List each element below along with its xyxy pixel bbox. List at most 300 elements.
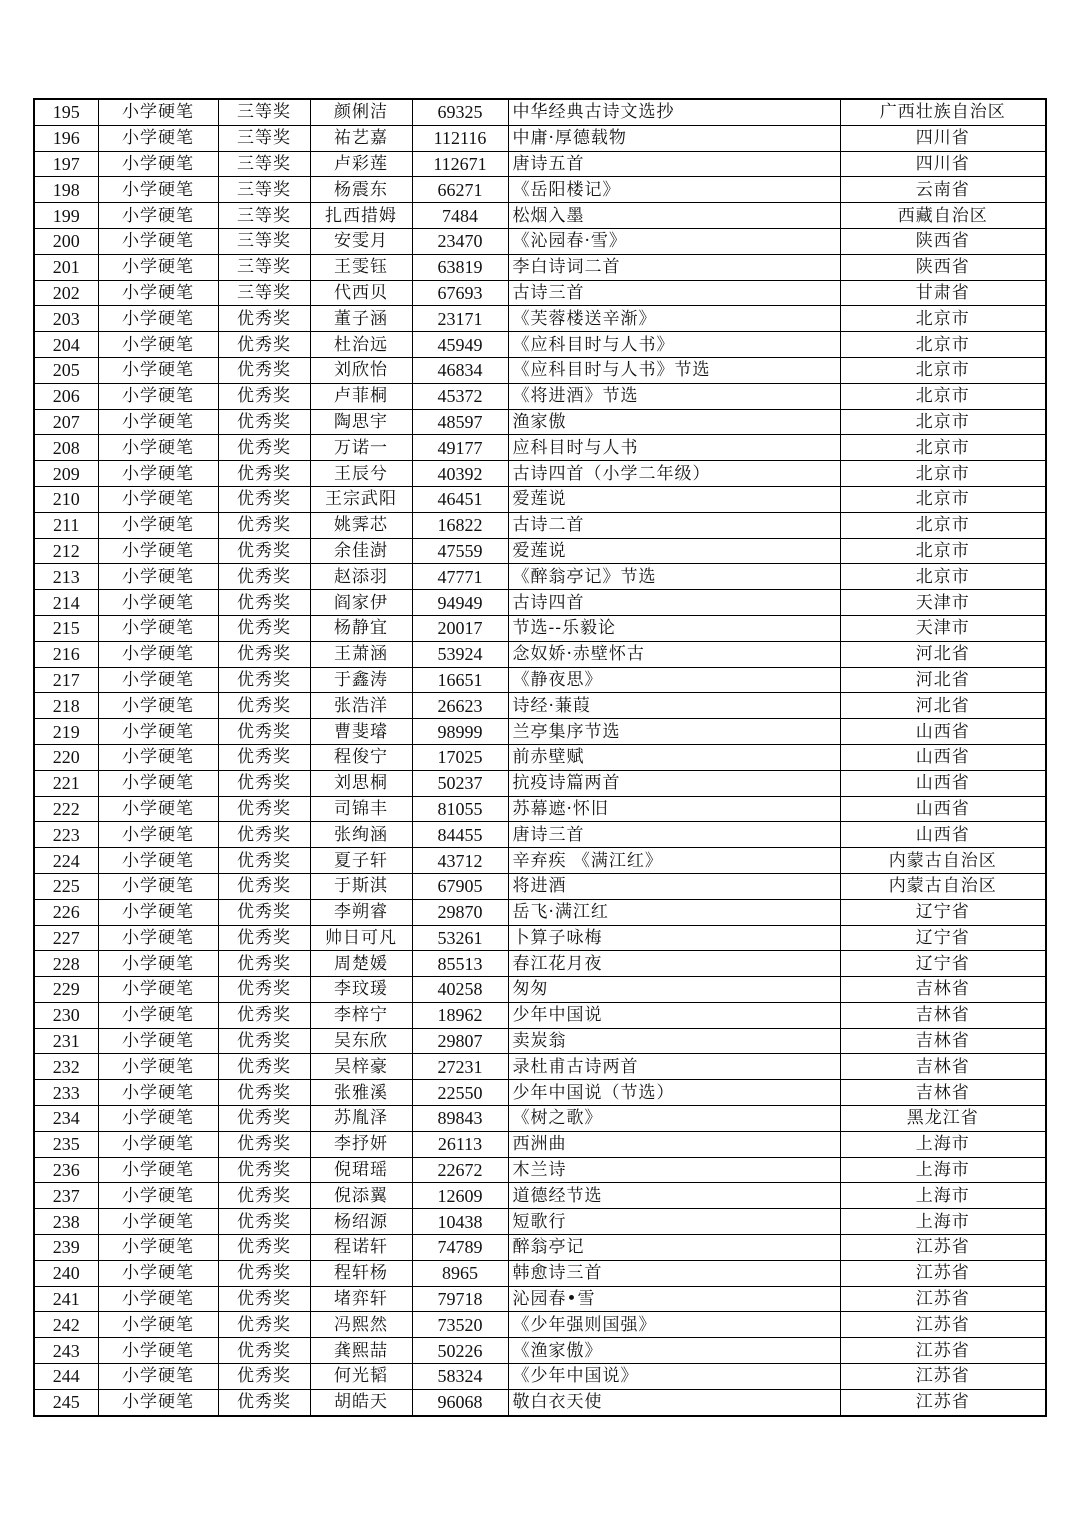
table-row [34, 719, 1046, 745]
award-level-cell: 优秀奖 [218, 512, 310, 538]
category-cell: 小学硬笔 [98, 693, 218, 719]
province-cell: 陕西省 [840, 228, 1046, 254]
entrant-name-cell: 杨静宜 [310, 615, 412, 641]
province-cell: 甘肃省 [840, 280, 1046, 306]
work-title-cell: 古诗四首 [508, 590, 840, 616]
entry-code-cell: 53261 [412, 925, 508, 951]
category-cell: 小学硬笔 [98, 125, 218, 151]
award-level-cell: 优秀奖 [218, 590, 310, 616]
award-level-cell: 优秀奖 [218, 1235, 310, 1261]
category-cell: 小学硬笔 [98, 1260, 218, 1286]
province-cell: 北京市 [840, 538, 1046, 564]
entry-code-cell: 29870 [412, 899, 508, 925]
category-cell: 小学硬笔 [98, 332, 218, 358]
award-level-cell: 优秀奖 [218, 667, 310, 693]
table-row [34, 512, 1046, 538]
table-row [34, 822, 1046, 848]
work-title-cell: 李白诗词二首 [508, 254, 840, 280]
table-row [34, 1312, 1046, 1338]
award-level-cell: 优秀奖 [218, 1364, 310, 1390]
entry-code-cell: 43712 [412, 848, 508, 874]
province-cell: 辽宁省 [840, 899, 1046, 925]
work-title-cell: 道德经节选 [508, 1183, 840, 1209]
entry-code-cell: 12609 [412, 1183, 508, 1209]
entry-code-cell: 74789 [412, 1235, 508, 1261]
province-cell: 黑龙江省 [840, 1106, 1046, 1132]
entrant-name-cell: 倪添翼 [310, 1183, 412, 1209]
province-cell: 四川省 [840, 151, 1046, 177]
entrant-name-cell: 王萧涵 [310, 641, 412, 667]
province-cell: 上海市 [840, 1209, 1046, 1235]
work-title-cell: 韩愈诗三首 [508, 1260, 840, 1286]
entrant-name-cell: 杨绍源 [310, 1209, 412, 1235]
work-title-cell: 爱莲说 [508, 486, 840, 512]
entry-code-cell: 47771 [412, 564, 508, 590]
category-cell: 小学硬笔 [98, 1131, 218, 1157]
province-cell: 陕西省 [840, 254, 1046, 280]
entrant-name-cell: 代西贝 [310, 280, 412, 306]
work-title-cell: 《应科目时与人书》节选 [508, 357, 840, 383]
table-row [34, 1209, 1046, 1235]
category-cell: 小学硬笔 [98, 925, 218, 951]
award-level-cell: 优秀奖 [218, 1080, 310, 1106]
award-level-cell: 优秀奖 [218, 538, 310, 564]
category-cell: 小学硬笔 [98, 641, 218, 667]
table-row [34, 1364, 1046, 1390]
serial-number-cell: 238 [34, 1209, 98, 1235]
entrant-name-cell: 程诺轩 [310, 1235, 412, 1261]
work-title-cell: 短歌行 [508, 1209, 840, 1235]
category-cell: 小学硬笔 [98, 848, 218, 874]
entrant-name-cell: 卢菲桐 [310, 383, 412, 409]
award-level-cell: 优秀奖 [218, 409, 310, 435]
entry-code-cell: 20017 [412, 615, 508, 641]
work-title-cell: 诗经·蒹葭 [508, 693, 840, 719]
award-level-cell: 优秀奖 [218, 383, 310, 409]
entry-code-cell: 23171 [412, 306, 508, 332]
category-cell: 小学硬笔 [98, 822, 218, 848]
serial-number-cell: 236 [34, 1157, 98, 1183]
entry-code-cell: 67905 [412, 873, 508, 899]
category-cell: 小学硬笔 [98, 1157, 218, 1183]
serial-number-cell: 239 [34, 1235, 98, 1261]
table-row [34, 951, 1046, 977]
category-cell: 小学硬笔 [98, 1002, 218, 1028]
work-title-cell: 《芙蓉楼送辛渐》 [508, 306, 840, 332]
category-cell: 小学硬笔 [98, 383, 218, 409]
table-row [34, 1338, 1046, 1364]
category-cell: 小学硬笔 [98, 203, 218, 229]
serial-number-cell: 229 [34, 977, 98, 1003]
entry-code-cell: 49177 [412, 435, 508, 461]
province-cell: 上海市 [840, 1183, 1046, 1209]
serial-number-cell: 245 [34, 1389, 98, 1415]
award-level-cell: 三等奖 [218, 125, 310, 151]
serial-number-cell: 198 [34, 177, 98, 203]
serial-number-cell: 196 [34, 125, 98, 151]
category-cell: 小学硬笔 [98, 977, 218, 1003]
province-cell: 吉林省 [840, 1002, 1046, 1028]
table-row [34, 1389, 1046, 1415]
province-cell: 山西省 [840, 744, 1046, 770]
province-cell: 北京市 [840, 512, 1046, 538]
serial-number-cell: 241 [34, 1286, 98, 1312]
province-cell: 吉林省 [840, 1080, 1046, 1106]
province-cell: 云南省 [840, 177, 1046, 203]
table-row [34, 125, 1046, 151]
category-cell: 小学硬笔 [98, 1364, 218, 1390]
table-row [34, 977, 1046, 1003]
entrant-name-cell: 张浩洋 [310, 693, 412, 719]
award-level-cell: 三等奖 [218, 254, 310, 280]
entry-code-cell: 26113 [412, 1131, 508, 1157]
table-row [34, 1080, 1046, 1106]
serial-number-cell: 221 [34, 770, 98, 796]
entrant-name-cell: 董子涵 [310, 306, 412, 332]
category-cell: 小学硬笔 [98, 744, 218, 770]
work-title-cell: 应科目时与人书 [508, 435, 840, 461]
serial-number-cell: 197 [34, 151, 98, 177]
serial-number-cell: 200 [34, 228, 98, 254]
table-row [34, 1131, 1046, 1157]
entrant-name-cell: 安雯月 [310, 228, 412, 254]
award-level-cell: 优秀奖 [218, 435, 310, 461]
work-title-cell: 《岳阳楼记》 [508, 177, 840, 203]
serial-number-cell: 202 [34, 280, 98, 306]
work-title-cell: 《渔家傲》 [508, 1338, 840, 1364]
serial-number-cell: 195 [34, 99, 98, 125]
entry-code-cell: 23470 [412, 228, 508, 254]
province-cell: 西藏自治区 [840, 203, 1046, 229]
entry-code-cell: 53924 [412, 641, 508, 667]
entrant-name-cell: 阎家伊 [310, 590, 412, 616]
entrant-name-cell: 陶思宇 [310, 409, 412, 435]
province-cell: 吉林省 [840, 1028, 1046, 1054]
category-cell: 小学硬笔 [98, 1106, 218, 1132]
table-row [34, 796, 1046, 822]
entrant-name-cell: 杨震东 [310, 177, 412, 203]
award-level-cell: 优秀奖 [218, 306, 310, 332]
work-title-cell: 前赤壁赋 [508, 744, 840, 770]
work-title-cell: 辛弃疾 《满江红》 [508, 848, 840, 874]
serial-number-cell: 235 [34, 1131, 98, 1157]
award-level-cell: 优秀奖 [218, 1338, 310, 1364]
province-cell: 吉林省 [840, 977, 1046, 1003]
table-row [34, 925, 1046, 951]
province-cell: 上海市 [840, 1157, 1046, 1183]
award-level-cell: 优秀奖 [218, 822, 310, 848]
table-row [34, 1260, 1046, 1286]
table-row [34, 590, 1046, 616]
work-title-cell: 节选--乐毅论 [508, 615, 840, 641]
serial-number-cell: 216 [34, 641, 98, 667]
serial-number-cell: 217 [34, 667, 98, 693]
entry-code-cell: 46451 [412, 486, 508, 512]
category-cell: 小学硬笔 [98, 461, 218, 487]
work-title-cell: 松烟入墨 [508, 203, 840, 229]
category-cell: 小学硬笔 [98, 590, 218, 616]
work-title-cell: 唐诗五首 [508, 151, 840, 177]
work-title-cell: 卖炭翁 [508, 1028, 840, 1054]
entrant-name-cell: 吴东欣 [310, 1028, 412, 1054]
category-cell: 小学硬笔 [98, 435, 218, 461]
category-cell: 小学硬笔 [98, 770, 218, 796]
entrant-name-cell: 颜俐洁 [310, 99, 412, 125]
category-cell: 小学硬笔 [98, 254, 218, 280]
entrant-name-cell: 李玟瑗 [310, 977, 412, 1003]
entry-code-cell: 16822 [412, 512, 508, 538]
entrant-name-cell: 龚熙喆 [310, 1338, 412, 1364]
category-cell: 小学硬笔 [98, 357, 218, 383]
award-level-cell: 优秀奖 [218, 1183, 310, 1209]
award-level-cell: 优秀奖 [218, 796, 310, 822]
entrant-name-cell: 杜治远 [310, 332, 412, 358]
entry-code-cell: 81055 [412, 796, 508, 822]
province-cell: 河北省 [840, 667, 1046, 693]
work-title-cell: 渔家傲 [508, 409, 840, 435]
table-row [34, 332, 1046, 358]
province-cell: 北京市 [840, 332, 1046, 358]
award-level-cell: 优秀奖 [218, 770, 310, 796]
entry-code-cell: 22550 [412, 1080, 508, 1106]
province-cell: 天津市 [840, 615, 1046, 641]
award-level-cell: 优秀奖 [218, 332, 310, 358]
award-level-cell: 优秀奖 [218, 1028, 310, 1054]
work-title-cell: 敬白衣天使 [508, 1389, 840, 1415]
work-title-cell: 中华经典古诗文选抄 [508, 99, 840, 125]
work-title-cell: 《静夜思》 [508, 667, 840, 693]
serial-number-cell: 218 [34, 693, 98, 719]
table-row [34, 667, 1046, 693]
province-cell: 江苏省 [840, 1260, 1046, 1286]
province-cell: 江苏省 [840, 1286, 1046, 1312]
entry-code-cell: 16651 [412, 667, 508, 693]
award-level-cell: 三等奖 [218, 280, 310, 306]
entrant-name-cell: 李梓宁 [310, 1002, 412, 1028]
entry-code-cell: 66271 [412, 177, 508, 203]
award-level-cell: 优秀奖 [218, 1260, 310, 1286]
category-cell: 小学硬笔 [98, 719, 218, 745]
table-row [34, 641, 1046, 667]
category-cell: 小学硬笔 [98, 177, 218, 203]
table-row [34, 1157, 1046, 1183]
work-title-cell: 古诗四首（小学二年级） [508, 461, 840, 487]
award-level-cell: 优秀奖 [218, 641, 310, 667]
entrant-name-cell: 扎西措姆 [310, 203, 412, 229]
table-row [34, 435, 1046, 461]
category-cell: 小学硬笔 [98, 667, 218, 693]
award-level-cell: 优秀奖 [218, 1312, 310, 1338]
award-level-cell: 优秀奖 [218, 486, 310, 512]
province-cell: 河北省 [840, 641, 1046, 667]
entry-code-cell: 7484 [412, 203, 508, 229]
table-row [34, 306, 1046, 332]
entrant-name-cell: 司锦丰 [310, 796, 412, 822]
table-row [34, 848, 1046, 874]
award-level-cell: 三等奖 [218, 99, 310, 125]
entry-code-cell: 73520 [412, 1312, 508, 1338]
category-cell: 小学硬笔 [98, 1183, 218, 1209]
entry-code-cell: 46834 [412, 357, 508, 383]
table-row [34, 409, 1046, 435]
serial-number-cell: 213 [34, 564, 98, 590]
work-title-cell: 西洲曲 [508, 1131, 840, 1157]
entrant-name-cell: 万诺一 [310, 435, 412, 461]
entrant-name-cell: 张雅溪 [310, 1080, 412, 1106]
serial-number-cell: 205 [34, 357, 98, 383]
entry-code-cell: 112671 [412, 151, 508, 177]
table-row [34, 744, 1046, 770]
category-cell: 小学硬笔 [98, 99, 218, 125]
entrant-name-cell: 胡皓天 [310, 1389, 412, 1415]
serial-number-cell: 240 [34, 1260, 98, 1286]
serial-number-cell: 222 [34, 796, 98, 822]
serial-number-cell: 204 [34, 332, 98, 358]
province-cell: 北京市 [840, 357, 1046, 383]
serial-number-cell: 223 [34, 822, 98, 848]
province-cell: 内蒙古自治区 [840, 873, 1046, 899]
entrant-name-cell: 倪珺瑶 [310, 1157, 412, 1183]
province-cell: 辽宁省 [840, 925, 1046, 951]
province-cell: 辽宁省 [840, 951, 1046, 977]
work-title-cell: 《少年强则国强》 [508, 1312, 840, 1338]
entrant-name-cell: 李抒妍 [310, 1131, 412, 1157]
entrant-name-cell: 堵弈轩 [310, 1286, 412, 1312]
entry-code-cell: 45372 [412, 383, 508, 409]
province-cell: 江苏省 [840, 1338, 1046, 1364]
work-title-cell: 木兰诗 [508, 1157, 840, 1183]
province-cell: 吉林省 [840, 1054, 1046, 1080]
province-cell: 北京市 [840, 306, 1046, 332]
entry-code-cell: 63819 [412, 254, 508, 280]
work-title-cell: 卜算子咏梅 [508, 925, 840, 951]
serial-number-cell: 207 [34, 409, 98, 435]
award-level-cell: 优秀奖 [218, 1131, 310, 1157]
serial-number-cell: 227 [34, 925, 98, 951]
entrant-name-cell: 王宗武阳 [310, 486, 412, 512]
serial-number-cell: 209 [34, 461, 98, 487]
province-cell: 北京市 [840, 461, 1046, 487]
entry-code-cell: 89843 [412, 1106, 508, 1132]
province-cell: 四川省 [840, 125, 1046, 151]
province-cell: 江苏省 [840, 1389, 1046, 1415]
serial-number-cell: 212 [34, 538, 98, 564]
category-cell: 小学硬笔 [98, 564, 218, 590]
table-row [34, 228, 1046, 254]
category-cell: 小学硬笔 [98, 280, 218, 306]
work-title-cell: 将进酒 [508, 873, 840, 899]
province-cell: 北京市 [840, 435, 1046, 461]
serial-number-cell: 232 [34, 1054, 98, 1080]
table-row [34, 151, 1046, 177]
entrant-name-cell: 夏子轩 [310, 848, 412, 874]
award-level-cell: 优秀奖 [218, 1286, 310, 1312]
category-cell: 小学硬笔 [98, 228, 218, 254]
category-cell: 小学硬笔 [98, 899, 218, 925]
entrant-name-cell: 赵添羽 [310, 564, 412, 590]
award-level-cell: 三等奖 [218, 203, 310, 229]
entry-code-cell: 112116 [412, 125, 508, 151]
province-cell: 河北省 [840, 693, 1046, 719]
entry-code-cell: 29807 [412, 1028, 508, 1054]
category-cell: 小学硬笔 [98, 1338, 218, 1364]
province-cell: 江苏省 [840, 1364, 1046, 1390]
entry-code-cell: 98999 [412, 719, 508, 745]
serial-number-cell: 201 [34, 254, 98, 280]
entry-code-cell: 67693 [412, 280, 508, 306]
entry-code-cell: 84455 [412, 822, 508, 848]
table-row [34, 538, 1046, 564]
entrant-name-cell: 帅日可凡 [310, 925, 412, 951]
award-list-sheet [33, 98, 1045, 1417]
serial-number-cell: 224 [34, 848, 98, 874]
category-cell: 小学硬笔 [98, 615, 218, 641]
work-title-cell: 古诗三首 [508, 280, 840, 306]
award-level-cell: 优秀奖 [218, 925, 310, 951]
table-row [34, 1235, 1046, 1261]
entrant-name-cell: 程俊宁 [310, 744, 412, 770]
table-row [34, 177, 1046, 203]
work-title-cell: 《少年中国说》 [508, 1364, 840, 1390]
award-level-cell: 优秀奖 [218, 1106, 310, 1132]
serial-number-cell: 244 [34, 1364, 98, 1390]
category-cell: 小学硬笔 [98, 1080, 218, 1106]
table-row [34, 615, 1046, 641]
table-row [34, 254, 1046, 280]
entrant-name-cell: 刘思桐 [310, 770, 412, 796]
award-level-cell: 优秀奖 [218, 977, 310, 1003]
province-cell: 北京市 [840, 564, 1046, 590]
work-title-cell: 少年中国说（节选） [508, 1080, 840, 1106]
category-cell: 小学硬笔 [98, 512, 218, 538]
award-level-cell: 优秀奖 [218, 1157, 310, 1183]
work-title-cell: 醉翁亭记 [508, 1235, 840, 1261]
table-row [34, 1183, 1046, 1209]
serial-number-cell: 226 [34, 899, 98, 925]
table-row [34, 564, 1046, 590]
category-cell: 小学硬笔 [98, 951, 218, 977]
entrant-name-cell: 刘欣怡 [310, 357, 412, 383]
table-row [34, 1286, 1046, 1312]
province-cell: 天津市 [840, 590, 1046, 616]
table-row [34, 1002, 1046, 1028]
serial-number-cell: 220 [34, 744, 98, 770]
entry-code-cell: 18962 [412, 1002, 508, 1028]
category-cell: 小学硬笔 [98, 1209, 218, 1235]
province-cell: 山西省 [840, 796, 1046, 822]
entrant-name-cell: 张绚涵 [310, 822, 412, 848]
work-title-cell: 中庸·厚德载物 [508, 125, 840, 151]
serial-number-cell: 243 [34, 1338, 98, 1364]
entrant-name-cell: 周楚媛 [310, 951, 412, 977]
entry-code-cell: 96068 [412, 1389, 508, 1415]
entrant-name-cell: 祐艺嘉 [310, 125, 412, 151]
category-cell: 小学硬笔 [98, 796, 218, 822]
award-level-cell: 三等奖 [218, 151, 310, 177]
serial-number-cell: 228 [34, 951, 98, 977]
table-row [34, 693, 1046, 719]
table-row [34, 383, 1046, 409]
category-cell: 小学硬笔 [98, 151, 218, 177]
serial-number-cell: 215 [34, 615, 98, 641]
award-level-cell: 优秀奖 [218, 461, 310, 487]
entrant-name-cell: 于斯淇 [310, 873, 412, 899]
serial-number-cell: 219 [34, 719, 98, 745]
entrant-name-cell: 苏胤泽 [310, 1106, 412, 1132]
entry-code-cell: 27231 [412, 1054, 508, 1080]
entrant-name-cell: 王辰兮 [310, 461, 412, 487]
award-level-cell: 优秀奖 [218, 744, 310, 770]
